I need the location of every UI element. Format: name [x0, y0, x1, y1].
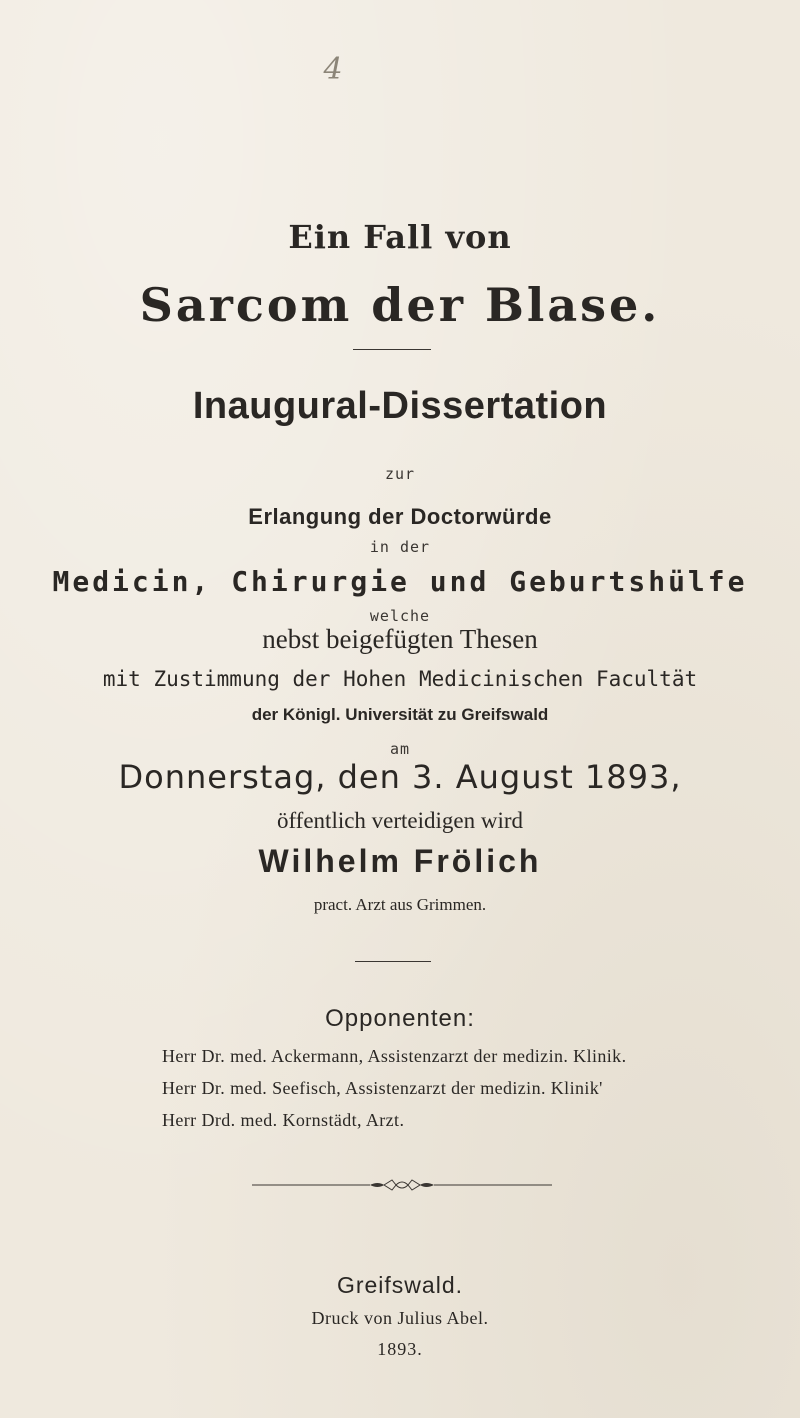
text-oeffentlich: öffentlich verteidigen wird [276, 808, 524, 833]
text-am: am [389, 740, 411, 758]
text-universitaet: der Königl. Universität zu Greifswald [251, 705, 549, 724]
text-faculties: Medicin, Chirurgie und Geburtshülfe [52, 565, 748, 598]
text-in-der: in der [369, 538, 431, 556]
author-rule [355, 961, 431, 962]
author-description: pract. Arzt aus Grimmen. [313, 895, 487, 914]
text-erlangung: Erlangung der Doctorwürde [248, 504, 552, 529]
text-welche: welche [369, 607, 431, 625]
title-line-1: Ein Fall von [288, 218, 512, 256]
page-number: 4 [323, 52, 343, 87]
opponent-1: Herr Dr. med. Ackermann, Assistenzarzt der medizin. Klinik. [162, 1046, 627, 1066]
title-rule [353, 349, 431, 350]
imprint-printer: Druck von Julius Abel. [311, 1308, 489, 1328]
ornament-divider [252, 1178, 552, 1192]
text-zur: zur [384, 465, 416, 483]
text-date: Donnerstag, den 3. August 1893, [118, 758, 682, 796]
title-line-2: Sarcom der Blase. [139, 278, 661, 332]
text-zustimmung: mit Zustimmung der Hohen Medicinischen Facultät [102, 667, 698, 691]
text-thesen: nebst beigefügten Thesen [262, 624, 538, 654]
opponents-heading: Opponenten: [325, 1005, 475, 1032]
author-name: Wilhelm Frölich [258, 843, 542, 879]
imprint-place: Greifswald. [336, 1272, 464, 1298]
dissertation-heading: Inaugural-Dissertation [192, 385, 608, 427]
opponent-3: Herr Drd. med. Kornstädt, Arzt. [162, 1110, 405, 1130]
imprint-year: 1893. [377, 1339, 423, 1359]
opponent-2: Herr Dr. med. Seefisch, Assistenzarzt der medizin. Klinik' [162, 1078, 603, 1098]
